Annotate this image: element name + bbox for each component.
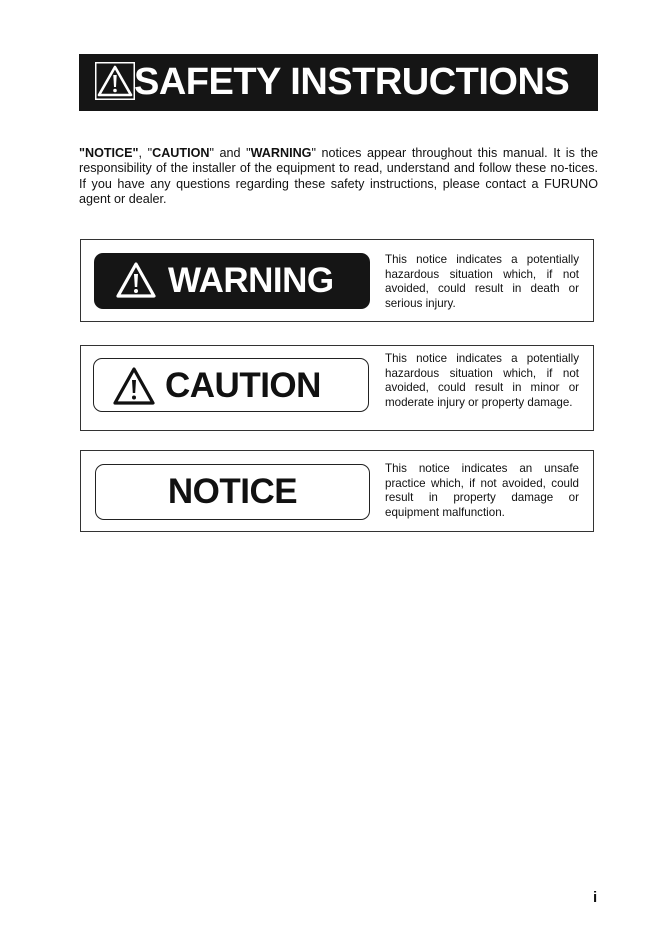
caution-description: This notice indicates a potentially hazardous situation which, if not avoided, could result in minor or moderate injury or property damage. <box>385 352 579 409</box>
notice-notice-box <box>80 450 594 532</box>
term-caution: CAUTION <box>152 146 210 160</box>
intro-paragraph <box>79 146 598 208</box>
intro-separator: " and " <box>209 146 251 160</box>
warning-label-text: WARNING <box>168 261 334 300</box>
warning-notice-box <box>80 239 594 322</box>
title-banner <box>79 54 598 111</box>
warning-triangle-icon <box>111 365 157 407</box>
notice-label-text: NOTICE <box>167 472 298 511</box>
intro-separator: , " <box>138 146 153 160</box>
page-number: i <box>593 889 598 906</box>
term-notice: "NOTICE" <box>79 146 139 160</box>
caution-label <box>93 358 369 412</box>
page-title: SAFETY INSTRUCTIONS <box>134 61 570 103</box>
caution-label-text: CAUTION <box>165 366 321 405</box>
warning-label <box>94 253 370 309</box>
caution-notice-box <box>80 345 594 431</box>
term-warning: WARNING <box>250 146 312 160</box>
notice-description: This notice indicates an unsafe practice which, if not avoided, could result in property damage or equipment malfunction. <box>385 462 579 519</box>
warning-triangle-icon <box>95 62 135 100</box>
warning-triangle-icon <box>114 260 158 300</box>
warning-description: This notice indicates a potentially hazardous situation which, if not avoided, could result in death or serious injury. <box>385 253 579 310</box>
intro-body: " notices appear throughout this manual. It is the responsibility of the installer of the equipment to read, understand and follow these no-tices. If you have any questions regarding these safety instructions, please contact a FURUNO agent or dealer. <box>79 146 599 207</box>
notice-label <box>95 464 370 520</box>
